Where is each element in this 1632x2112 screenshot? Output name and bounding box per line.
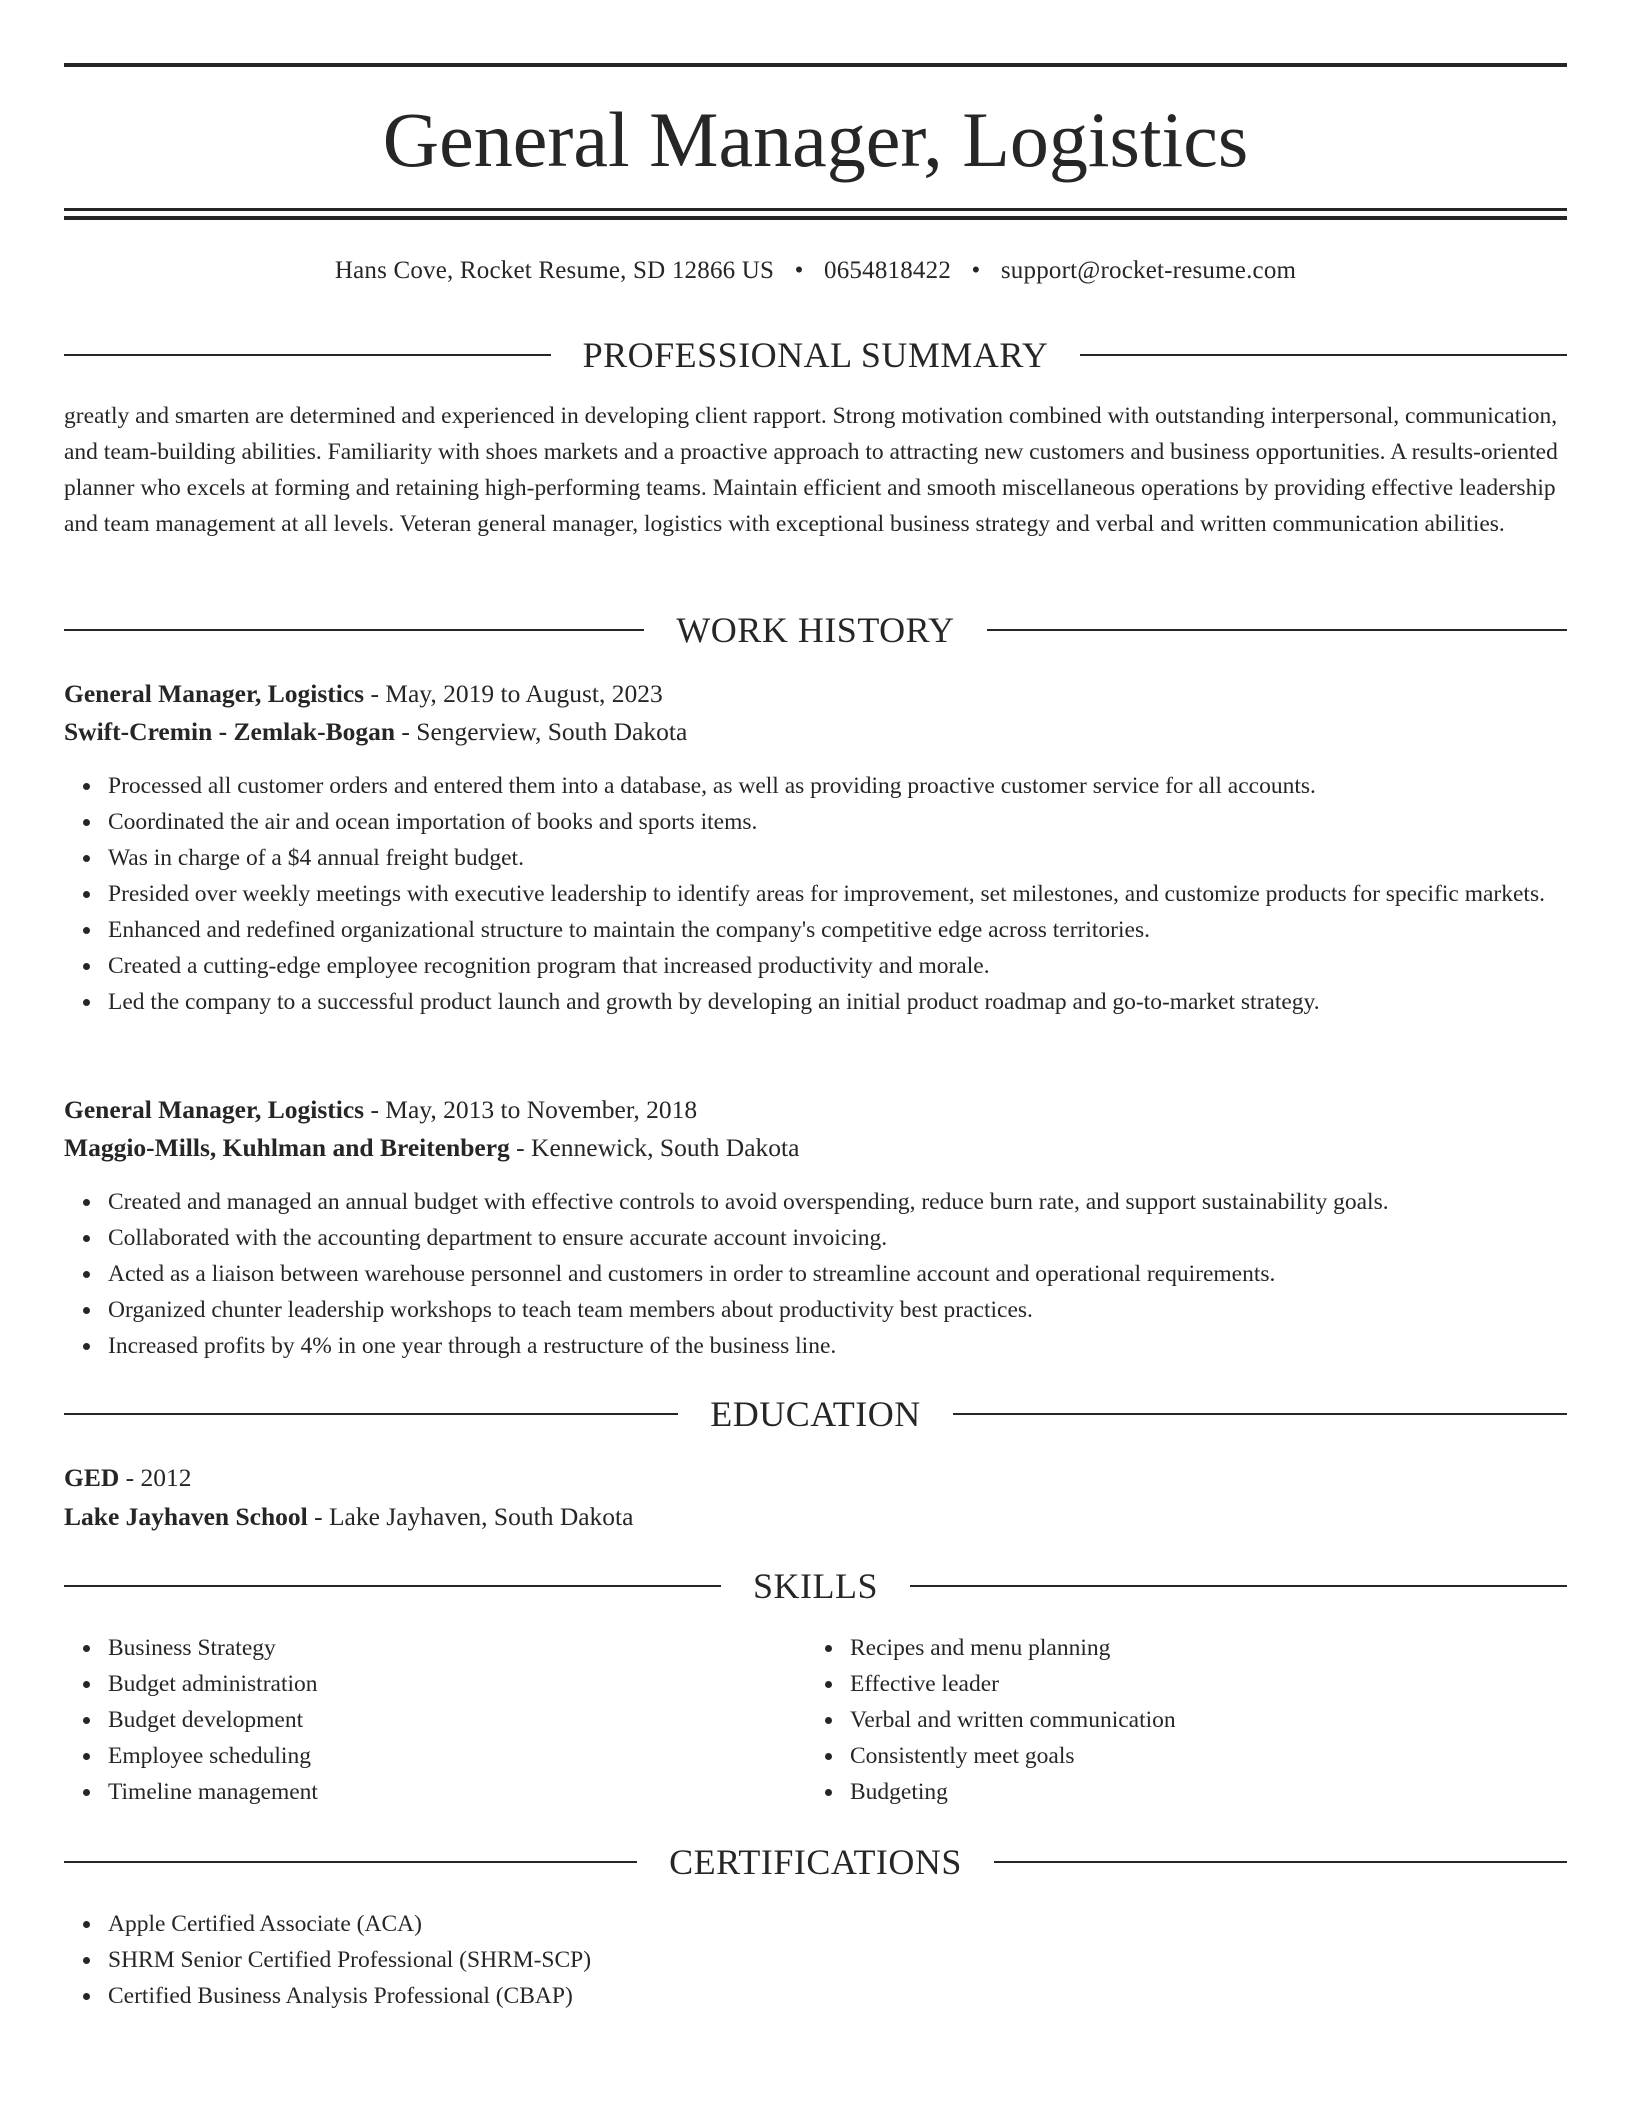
section-rule bbox=[64, 629, 644, 631]
job-company: Maggio-Mills, Kuhlman and Breitenberg bbox=[64, 1133, 510, 1162]
section-header-education bbox=[64, 1394, 1567, 1434]
skill-item: Effective leader bbox=[850, 1666, 1550, 1702]
skill-item: Verbal and written communication bbox=[850, 1702, 1550, 1738]
section-rule bbox=[987, 629, 1567, 631]
title-rule-thick bbox=[64, 216, 1567, 220]
title-rule-thin bbox=[64, 208, 1567, 211]
education-degree: GED bbox=[64, 1463, 120, 1492]
top-rule bbox=[64, 63, 1567, 67]
job-company-line bbox=[64, 1129, 1567, 1167]
certifications-list bbox=[64, 1906, 1567, 2014]
section-header-summary bbox=[64, 335, 1567, 375]
list-item: Coordinated the air and ocean importation of books and sports items. bbox=[108, 804, 1567, 840]
job-bullets bbox=[64, 1184, 1567, 1364]
summary-text: greatly and smarten are determined and experienced in developing client rapport. Strong motivation combined with outstanding interpersonal, communication, and team-building abilities. Familiarity with shoes markets and a proactive approach to attracting new customers and business opportunities. A results-oriented planner who excels at forming and retaining high-performing teams. Maintain efficient and smooth miscellaneous operations by providing effective leadership and team management at all levels. Veteran general manager, logistics with exceptional business strategy and verbal and written communication abilities. bbox=[64, 403, 1558, 537]
section-rule bbox=[64, 1413, 678, 1415]
section-rule bbox=[910, 1585, 1567, 1587]
section-title: PROFESSIONAL SUMMARY bbox=[582, 335, 1049, 375]
certification-item: SHRM Senior Certified Professional (SHRM-SCP) bbox=[108, 1942, 1567, 1978]
skill-item: Timeline management bbox=[108, 1774, 808, 1810]
contact-separator: • bbox=[794, 257, 804, 284]
resume-title: General Manager, Logistics bbox=[382, 96, 1249, 183]
section-rule bbox=[64, 1861, 637, 1863]
list-item: Increased profits by 4% in one year through a restructure of the business line. bbox=[108, 1328, 1567, 1364]
education-school-line bbox=[64, 1498, 1567, 1536]
certification-item: Apple Certified Associate (ACA) bbox=[108, 1906, 1567, 1942]
list-item: Created and managed an annual budget with effective controls to avoid overspending, reduce burn rate, and support sustainability goals. bbox=[108, 1184, 1567, 1220]
skill-item: Business Strategy bbox=[108, 1630, 808, 1666]
section-title: WORK HISTORY bbox=[676, 610, 955, 650]
contact-email: support@rocket-resume.com bbox=[1000, 257, 1297, 284]
section-rule bbox=[994, 1861, 1567, 1863]
list-item: Led the company to a successful product launch and growth by developing an initial product roadmap and go-to-market strategy. bbox=[108, 984, 1567, 1020]
job-location: - Sengerview, South Dakota bbox=[395, 717, 688, 746]
list-item: Acted as a liaison between warehouse personnel and customers in order to streamline account and operational requirements. bbox=[108, 1256, 1567, 1292]
list-item: Processed all customer orders and entered them into a database, as well as providing proactive customer service for all accounts. bbox=[108, 768, 1567, 804]
skill-item: Budgeting bbox=[850, 1774, 1550, 1810]
contact-address: Hans Cove, Rocket Resume, SD 12866 US bbox=[334, 257, 775, 284]
section-rule bbox=[64, 1585, 721, 1587]
list-item: Collaborated with the accounting department to ensure accurate account invoicing. bbox=[108, 1220, 1567, 1256]
job-dates: - May, 2013 to November, 2018 bbox=[364, 1095, 698, 1124]
education-degree-line bbox=[64, 1459, 1567, 1497]
section-rule bbox=[64, 354, 551, 356]
list-item: Was in charge of a $4 annual freight budget. bbox=[108, 840, 1567, 876]
section-title: CERTIFICATIONS bbox=[669, 1842, 962, 1882]
section-title: SKILLS bbox=[753, 1566, 879, 1606]
certification-item: Certified Business Analysis Professional (CBAP) bbox=[108, 1978, 1567, 2014]
skill-item: Employee scheduling bbox=[108, 1738, 808, 1774]
list-item: Organized chunter leadership workshops to teach team members about productivity best practices. bbox=[108, 1292, 1567, 1328]
list-item: Enhanced and redefined organizational structure to maintain the company's competitive edge across territories. bbox=[108, 912, 1567, 948]
section-header-skills bbox=[64, 1566, 1567, 1606]
job-company-line bbox=[64, 713, 1567, 751]
section-title: EDUCATION bbox=[710, 1394, 921, 1434]
list-item: Created a cutting-edge employee recognition program that increased productivity and morale. bbox=[108, 948, 1567, 984]
job-dates: - May, 2019 to August, 2023 bbox=[364, 679, 663, 708]
education-school: Lake Jayhaven School bbox=[64, 1502, 308, 1531]
skills-list-left bbox=[64, 1630, 808, 1810]
list-item: Presided over weekly meetings with executive leadership to identify areas for improvement, set milestones, and customize products for specific markets. bbox=[108, 876, 1567, 912]
section-rule bbox=[1080, 354, 1567, 356]
job-title-line bbox=[64, 1091, 1567, 1129]
job-title: General Manager, Logistics bbox=[64, 679, 365, 708]
contact-line bbox=[64, 256, 1567, 286]
job-title: General Manager, Logistics bbox=[64, 1095, 365, 1124]
contact-separator: • bbox=[971, 257, 981, 284]
job-location: - Kennewick, South Dakota bbox=[509, 1133, 800, 1162]
skill-item: Consistently meet goals bbox=[850, 1738, 1550, 1774]
education-location: - Lake Jayhaven, South Dakota bbox=[307, 1502, 634, 1531]
skill-item: Budget development bbox=[108, 1702, 808, 1738]
skill-item: Budget administration bbox=[108, 1666, 808, 1702]
section-header-certifications bbox=[64, 1842, 1567, 1882]
section-rule bbox=[953, 1413, 1567, 1415]
skills-list-right bbox=[806, 1630, 1550, 1810]
job-title-line bbox=[64, 675, 1567, 713]
section-header-work-history bbox=[64, 610, 1567, 650]
education-year: - 2012 bbox=[119, 1463, 192, 1492]
skill-item: Recipes and menu planning bbox=[850, 1630, 1550, 1666]
contact-phone: 0654818422 bbox=[824, 257, 952, 284]
job-bullets bbox=[64, 768, 1567, 1020]
job-company: Swift-Cremin - Zemlak-Bogan bbox=[64, 717, 396, 746]
